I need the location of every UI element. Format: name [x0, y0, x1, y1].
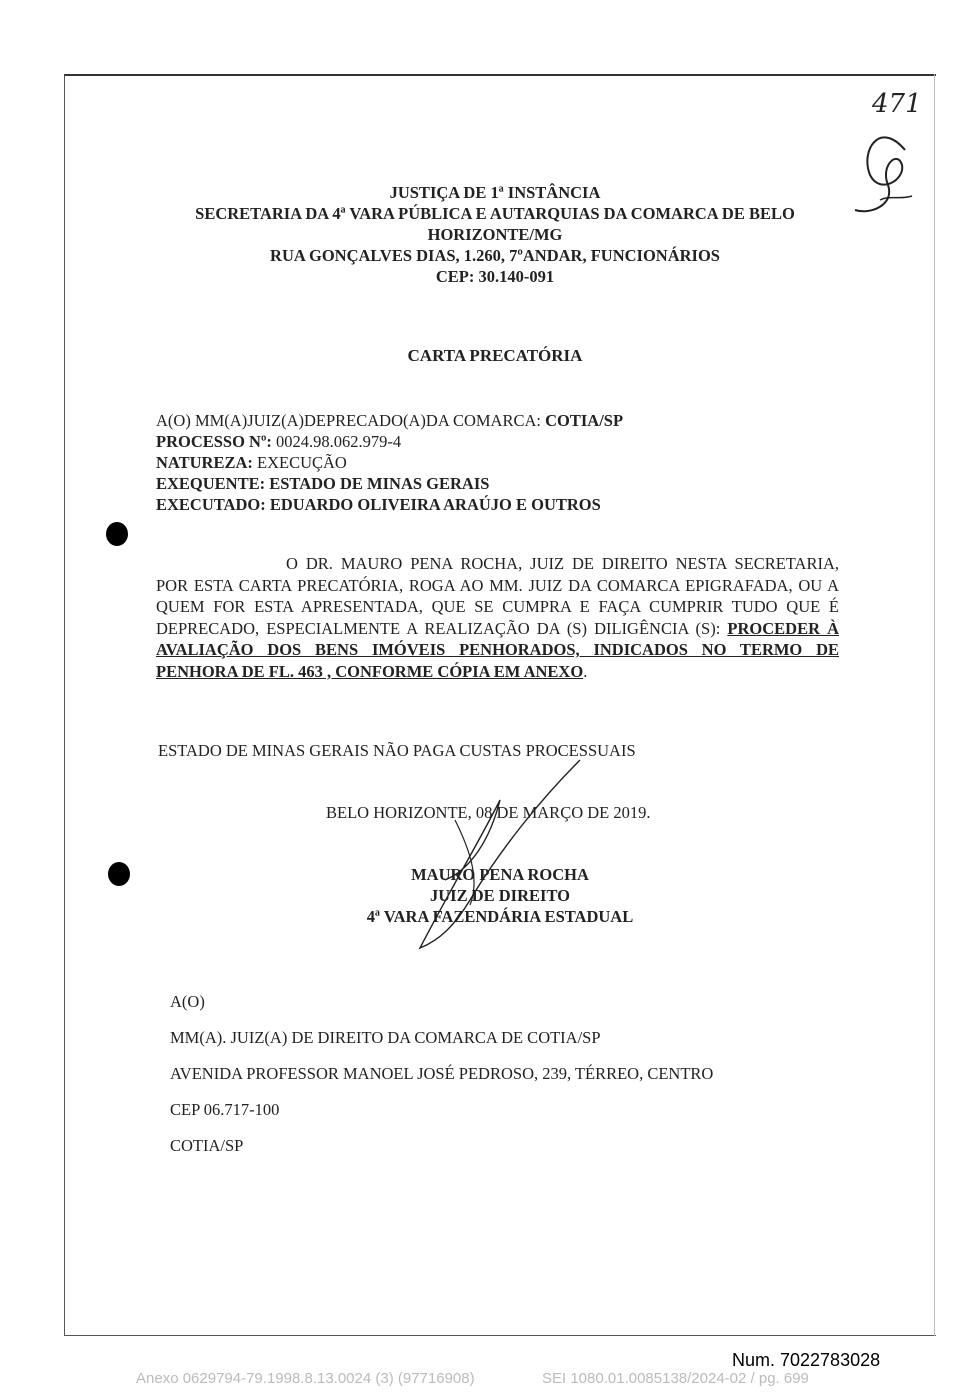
- addressee-line-2: MM(A). JUIZ(A) DE DIREITO DA COMARCA DE COTIA/SP: [170, 1028, 601, 1047]
- footer-annex-reference: Anexo 0629794-79.1998.8.13.0024 (3) (97716908): [136, 1370, 475, 1387]
- rubric-tail: [880, 196, 912, 200]
- deprecado-value: COTIA/SP: [545, 411, 624, 430]
- document-title: CARTA PRECATÓRIA: [407, 346, 583, 365]
- court-header: [150, 182, 840, 287]
- header-line-5: CEP: 30.140-091: [435, 267, 555, 286]
- punch-hole-top: [106, 522, 128, 546]
- deprecado-row: [156, 410, 623, 431]
- punch-hole-bottom: [108, 862, 130, 886]
- addressee-line-5: COTIA/SP: [170, 1136, 244, 1155]
- diligence-text: PROCEDER À AVALIAÇÃO DOS BENS IMÓVEIS PENHORADOS, INDICADOS NO TERMO DE PENHORA DE FL. 463 , CONFORME CÓPIA EM ANEXO: [156, 618, 839, 681]
- addressee-block: [170, 984, 713, 1164]
- case-metadata: [156, 410, 623, 515]
- natureza-row: [156, 452, 623, 473]
- footer-document-number: Num. 7022783028: [732, 1350, 881, 1370]
- natureza-label: NATUREZA:: [156, 453, 253, 472]
- judge-office: 4ª VARA FAZENDÁRIA ESTADUAL: [366, 907, 634, 926]
- executado-label: EXECUTADO:: [156, 495, 266, 514]
- judge-role: JUIZ DE DIREITO: [430, 886, 570, 905]
- header-line-1: JUSTIÇA DE 1ª INSTÂNCIA: [389, 183, 601, 202]
- date-line: BELO HORIZONTE, 08 DE MARÇO DE 2019.: [326, 803, 651, 822]
- exequente-row: [156, 473, 623, 494]
- judge-name: MAURO PENA ROCHA: [411, 865, 589, 884]
- body-text: O DR. MAURO PENA ROCHA, JUIZ DE DIREITO NESTA SECRETARIA, POR ESTA CARTA PRECATÓRIA, ROGA AO MM. JUIZ DA COMARCA EPIGRAFADA, OU A QUEM FOR ESTA APRESENTADA, QUE SE CUMPRA E FAÇA CUMPRIR TUDO QUE É DEPRECADO, ESPECIALMENTE A REALIZAÇÃO DA (S) DILIGÊNCIA (S):: [156, 554, 839, 638]
- header-line-3: HORIZONTE/MG: [427, 225, 563, 244]
- handwritten-page-number: 471: [872, 89, 922, 119]
- executado-row: [156, 494, 623, 515]
- body-paragraph: [156, 553, 839, 682]
- addressee-line-1: A(O): [170, 992, 205, 1011]
- rubric-signature: [855, 137, 905, 211]
- addressee-line-4: CEP 06.717-100: [170, 1100, 280, 1119]
- processo-value: 0024.98.062.979-4: [276, 432, 402, 451]
- header-line-2: SECRETARIA DA 4ª VARA PÚBLICA E AUTARQUIAS DA COMARCA DE BELO: [195, 204, 795, 223]
- signature-block: [350, 864, 650, 927]
- addressee-line-3: AVENIDA PROFESSOR MANOEL JOSÉ PEDROSO, 239, TÉRREO, CENTRO: [170, 1064, 714, 1083]
- exequente-label: EXEQUENTE:: [156, 474, 266, 493]
- custas-note: ESTADO DE MINAS GERAIS NÃO PAGA CUSTAS PROCESSUAIS: [158, 741, 636, 760]
- natureza-value: EXECUÇÃO: [257, 453, 347, 472]
- footer-sei-reference: SEI 1080.01.0085138/2024-02 / pg. 699: [542, 1370, 809, 1387]
- deprecado-label: A(O) MM(A)JUIZ(A)DEPRECADO(A)DA COMARCA:: [156, 411, 541, 430]
- executado-value: EDUARDO OLIVEIRA ARAÚJO E OUTROS: [269, 495, 601, 514]
- processo-row: [156, 431, 623, 452]
- exequente-value: ESTADO DE MINAS GERAIS: [269, 474, 490, 493]
- processo-label: PROCESSO Nº:: [156, 432, 272, 451]
- header-line-4: RUA GONÇALVES DIAS, 1.260, 7ºANDAR, FUNCIONÁRIOS: [270, 246, 720, 265]
- body-end: .: [583, 661, 588, 681]
